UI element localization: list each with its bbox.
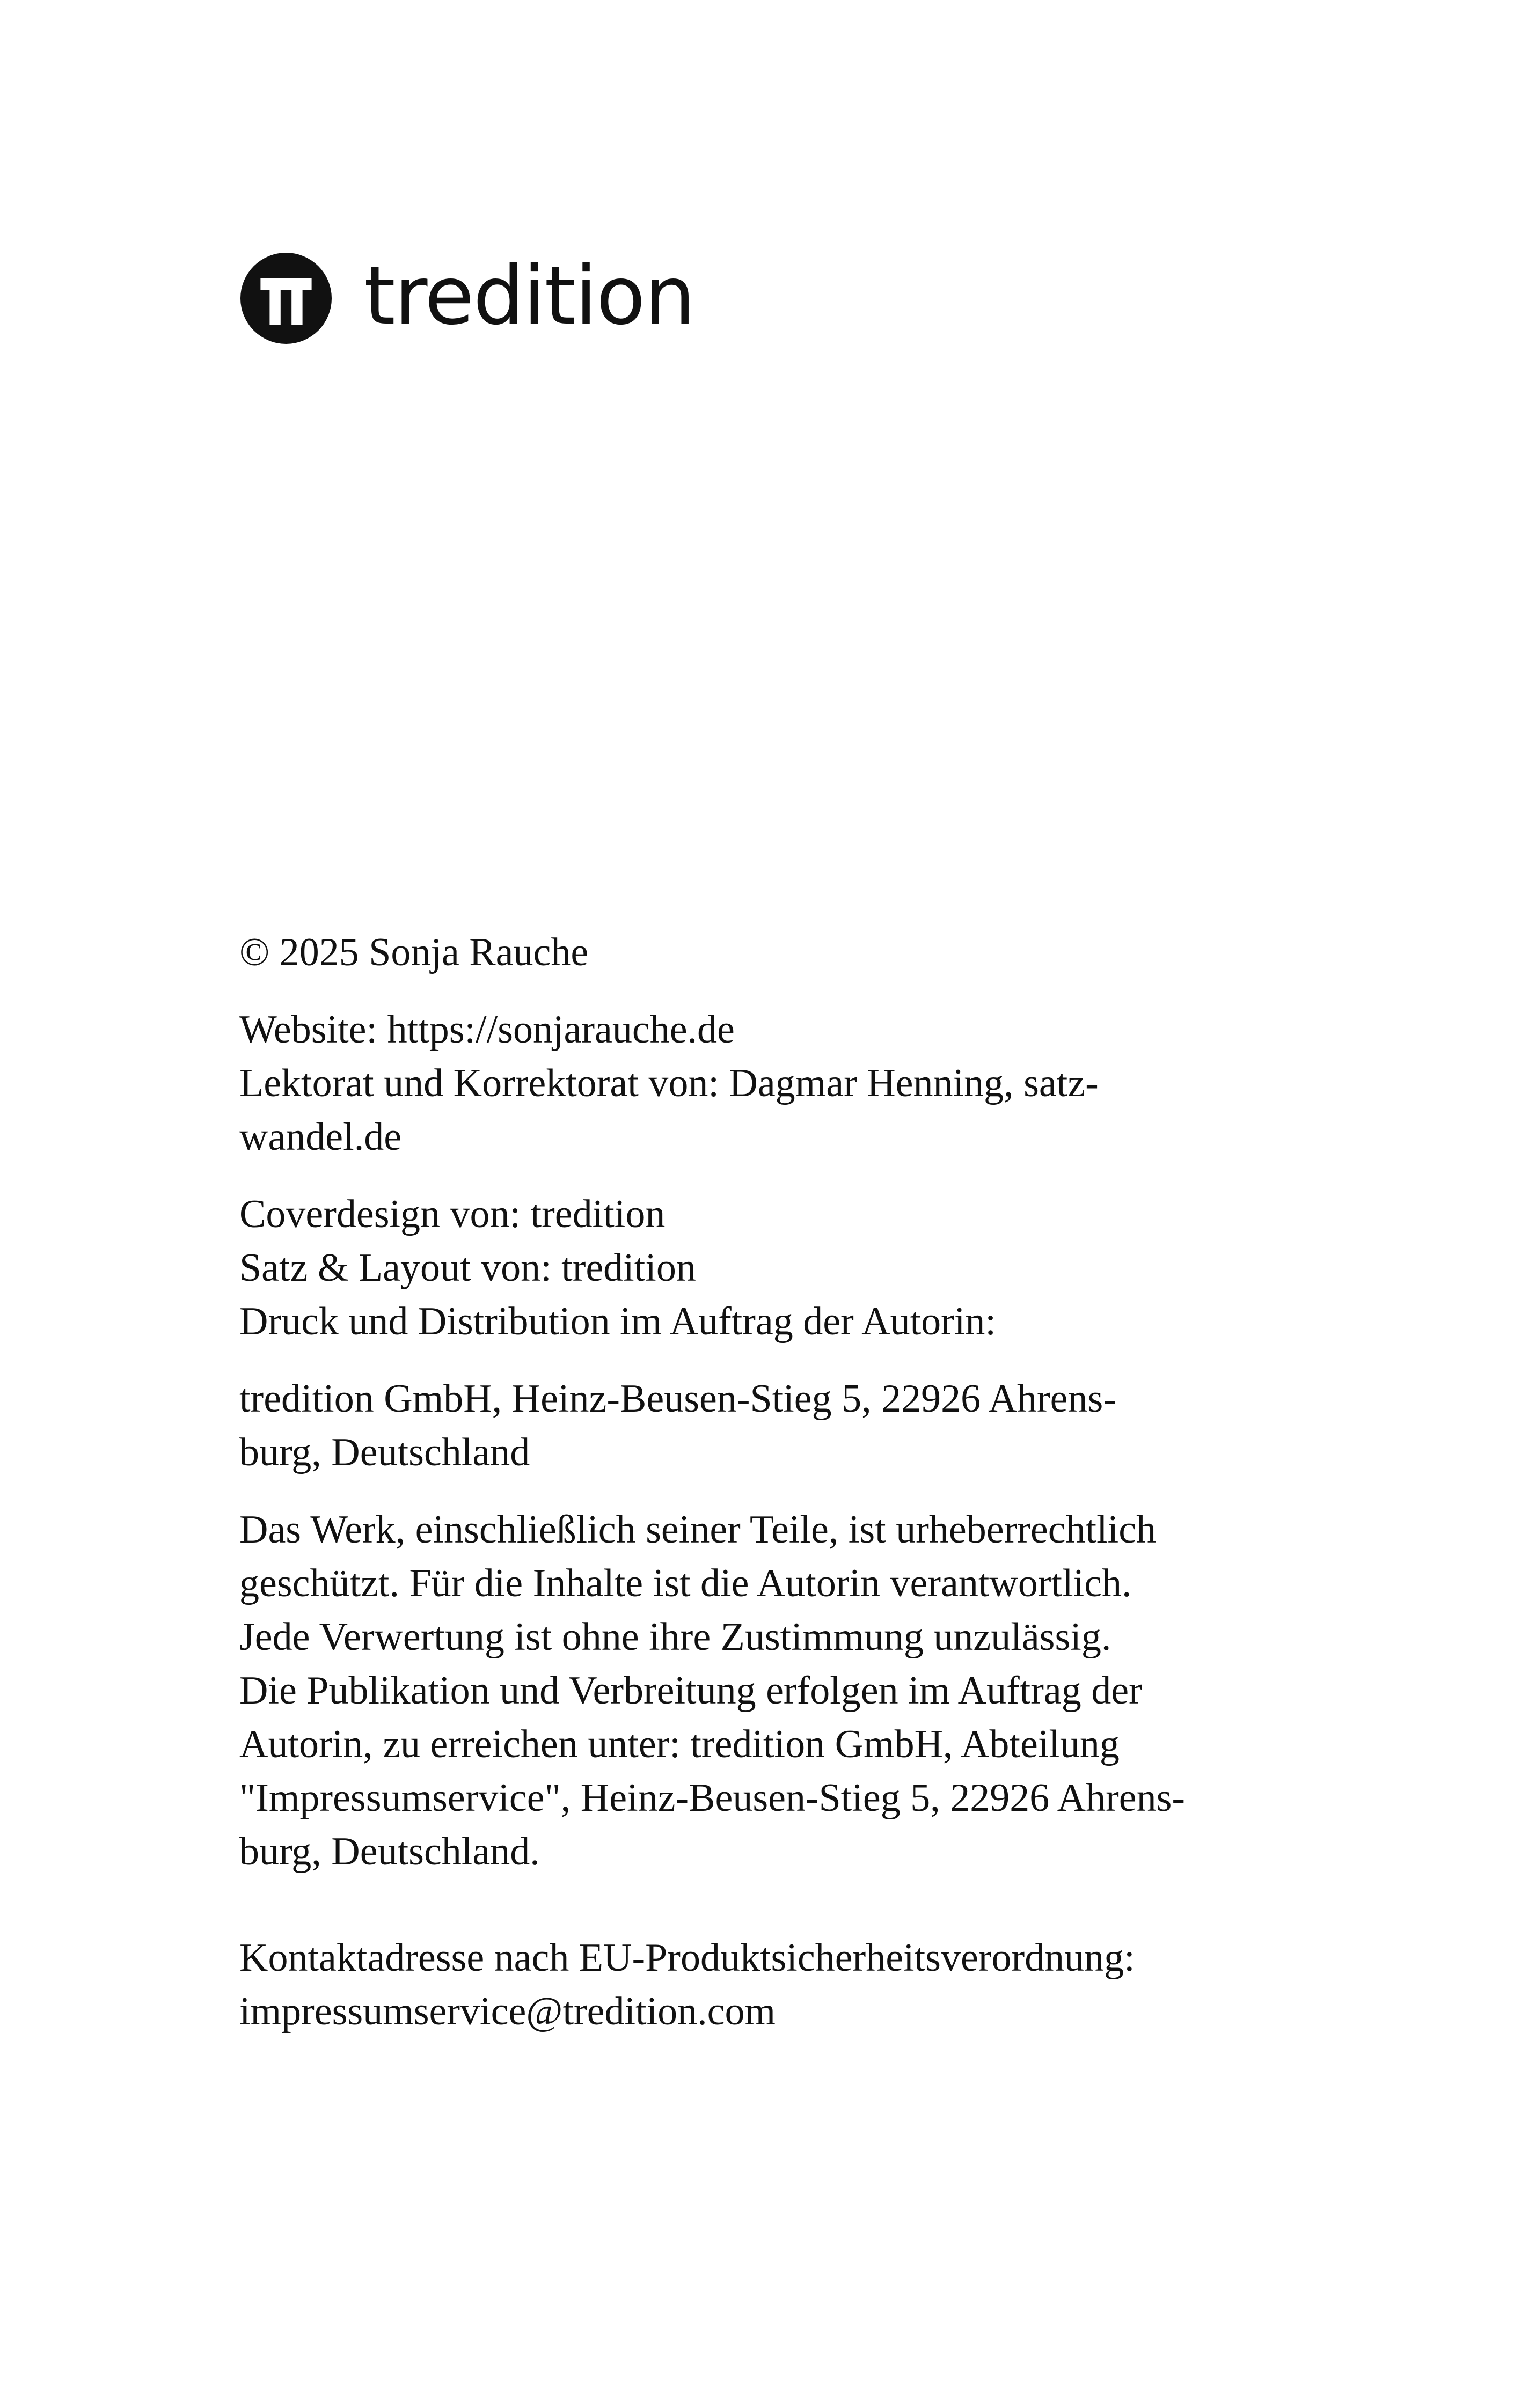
contact-label: Kontaktadresse nach EU-Produktsicherheitsverordnung:: [239, 1936, 1135, 1980]
rights-line: geschützt. Für die Inhalte ist die Autorin verantwortlich.: [239, 1561, 1132, 1605]
contact-email: impressumservice@tredition.com: [239, 1989, 776, 2033]
website-line: Website: https://sonjarauche.de: [239, 1008, 735, 1052]
credits-production: [239, 1187, 1313, 1348]
address-line-continued: burg, Deutschland: [239, 1430, 530, 1474]
address-line: tredition GmbH, Heinz-Beusen-Stieg 5, 22926 Ahrens-: [239, 1377, 1116, 1421]
rights-line: "Impressumservice", Heinz-Beusen-Stieg 5, 22926 Ahrens-: [239, 1776, 1186, 1820]
publisher-name: tredition: [364, 249, 694, 343]
editing-line: Lektorat und Korrektorat von: Dagmar Henning, satz-: [239, 1061, 1099, 1105]
rights-notice: [239, 1503, 1313, 1878]
rights-line: burg, Deutschland.: [239, 1830, 540, 1874]
cover-credit: Coverdesign von: tredition: [239, 1192, 666, 1236]
rights-line: Jede Verwertung ist ohne ihre Zustimmung unzulässig.: [239, 1615, 1112, 1659]
tredition-logo-icon: [240, 253, 332, 344]
copyright-line: © 2025 Sonja Rauche: [239, 930, 589, 974]
rights-line: Das Werk, einschließlich seiner Teile, ist urheberrechtlich: [239, 1508, 1157, 1552]
rights-line: Autorin, zu erreichen unter: tredition GmbH, Abteilung: [239, 1722, 1120, 1766]
layout-credit: Satz & Layout von: tredition: [239, 1246, 696, 1290]
print-credit: Druck und Distribution im Auftrag der Autorin:: [239, 1300, 996, 1344]
publisher-address: [239, 1372, 1313, 1479]
contact-notice: [239, 1931, 1313, 2038]
editing-line-continued: wandel.de: [239, 1115, 402, 1159]
rights-line: Die Publikation und Verbreitung erfolgen im Auftrag der: [239, 1669, 1142, 1713]
publisher-logo: [240, 251, 694, 345]
credits-website: [239, 1003, 1313, 1164]
imprint-block: [239, 926, 1313, 2038]
copyright-notice: [239, 926, 1313, 979]
